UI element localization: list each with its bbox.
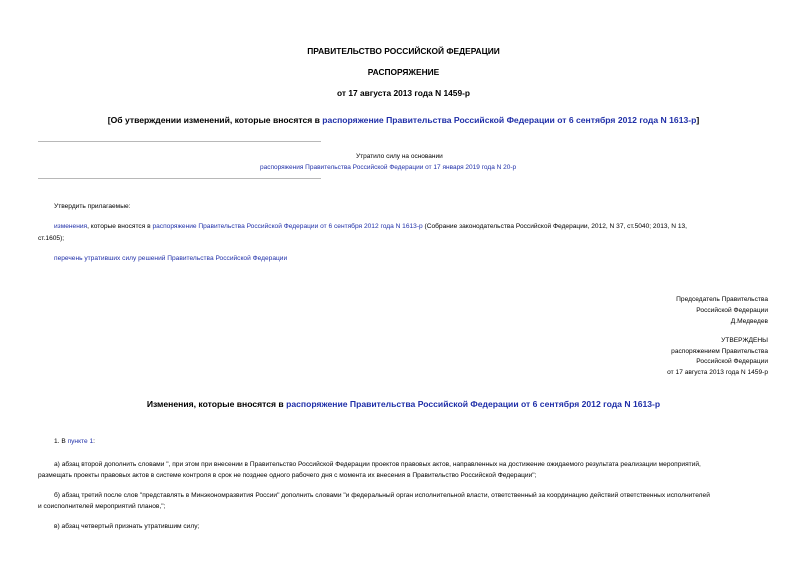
- document-type: РАСПОРЯЖЕНИЕ: [367, 67, 440, 77]
- government-heading: ПРАВИТЕЛЬСТВО РОССИЙСКОЙ ФЕДЕРАЦИИ: [307, 46, 500, 56]
- approved-label: УТВЕРЖДЕНЫ: [721, 337, 768, 344]
- change-b-line-2: и соисполнителей мероприятий планов,";: [38, 503, 166, 510]
- approve-text: Утвердить прилагаемые:: [54, 203, 131, 210]
- approved-country: Российской Федерации: [696, 358, 768, 365]
- change-a-line-1: а) абзац второй дополнить словами ", при этом при внесении в Правительство Российской Федерации проектов правовых актов, направленных на достижение ожидаемого результата реализации мероприятий,: [54, 461, 701, 468]
- title-link[interactable]: распоряжение Правительства Российской Федерации от 6 сентября 2012 года N 1613-р: [322, 115, 697, 125]
- approved-by: распоряжением Правительства: [671, 348, 768, 355]
- title-prefix: [Об утверждении изменений, которые вносятся в: [107, 115, 323, 125]
- divider-bottom: [38, 178, 321, 179]
- item-1-line-2: ст.1605);: [38, 235, 65, 242]
- item-1-link-order[interactable]: распоряжение Правительства Российской Федерации от 6 сентября 2012 года N 1613-р: [152, 223, 423, 230]
- void-notice-text: Утратило силу на основании: [356, 153, 443, 160]
- change-1-link[interactable]: пункте 1: [67, 438, 94, 445]
- item-2-link[interactable]: перечень утративших силу решений Правительства Российской Федерации: [54, 255, 288, 262]
- changes-heading: [0, 399, 807, 409]
- document-date-number: от 17 августа 2013 года N 1459-р: [336, 88, 471, 98]
- item-1-text-2: (Собрание законодательства Российской Федерации, 2012, N 37, ст.5040; 2013, N 13,: [422, 223, 687, 230]
- title-suffix: ]: [696, 115, 700, 125]
- change-1-suffix: :: [93, 438, 95, 445]
- change-1: [54, 438, 95, 445]
- signature-position: Председатель Правительства: [676, 296, 768, 303]
- document-title: [0, 115, 807, 125]
- change-c-line-1: в) абзац четвертый признать утратившим силу;: [54, 523, 200, 530]
- changes-heading-prefix: Изменения, которые вносятся в: [146, 399, 287, 409]
- change-a-line-2: размещать проекты правовых актов в системе контроля в срок не позднее одного рабочего дня с момента их внесения в Правительство Российской Федерации";: [38, 472, 537, 479]
- item-1-text-1: , которые вносятся в: [87, 223, 153, 230]
- approved-date: от 17 августа 2013 года N 1459-р: [667, 369, 768, 376]
- signature-country: Российской Федерации: [696, 307, 768, 314]
- change-1-prefix: 1. В: [54, 438, 68, 445]
- void-notice-link[interactable]: распоряжения Правительства Российской Федерации от 17 января 2019 года N 20-р: [260, 164, 517, 171]
- signature-name: Д.Медведев: [730, 318, 768, 325]
- item-1-link-changes[interactable]: изменения: [54, 223, 88, 230]
- divider-top: [38, 141, 321, 142]
- change-b-line-1: б) абзац третий после слов "представлять в Минэкономразвития России" дополнить словами "и федеральный орган исполнительной власти, ответственный за координацию действий ответственных исполнителей: [54, 492, 710, 499]
- changes-heading-link[interactable]: распоряжение Правительства Российской Федерации от 6 сентября 2012 года N 1613-р: [286, 399, 661, 409]
- item-1-line-1: [54, 223, 687, 230]
